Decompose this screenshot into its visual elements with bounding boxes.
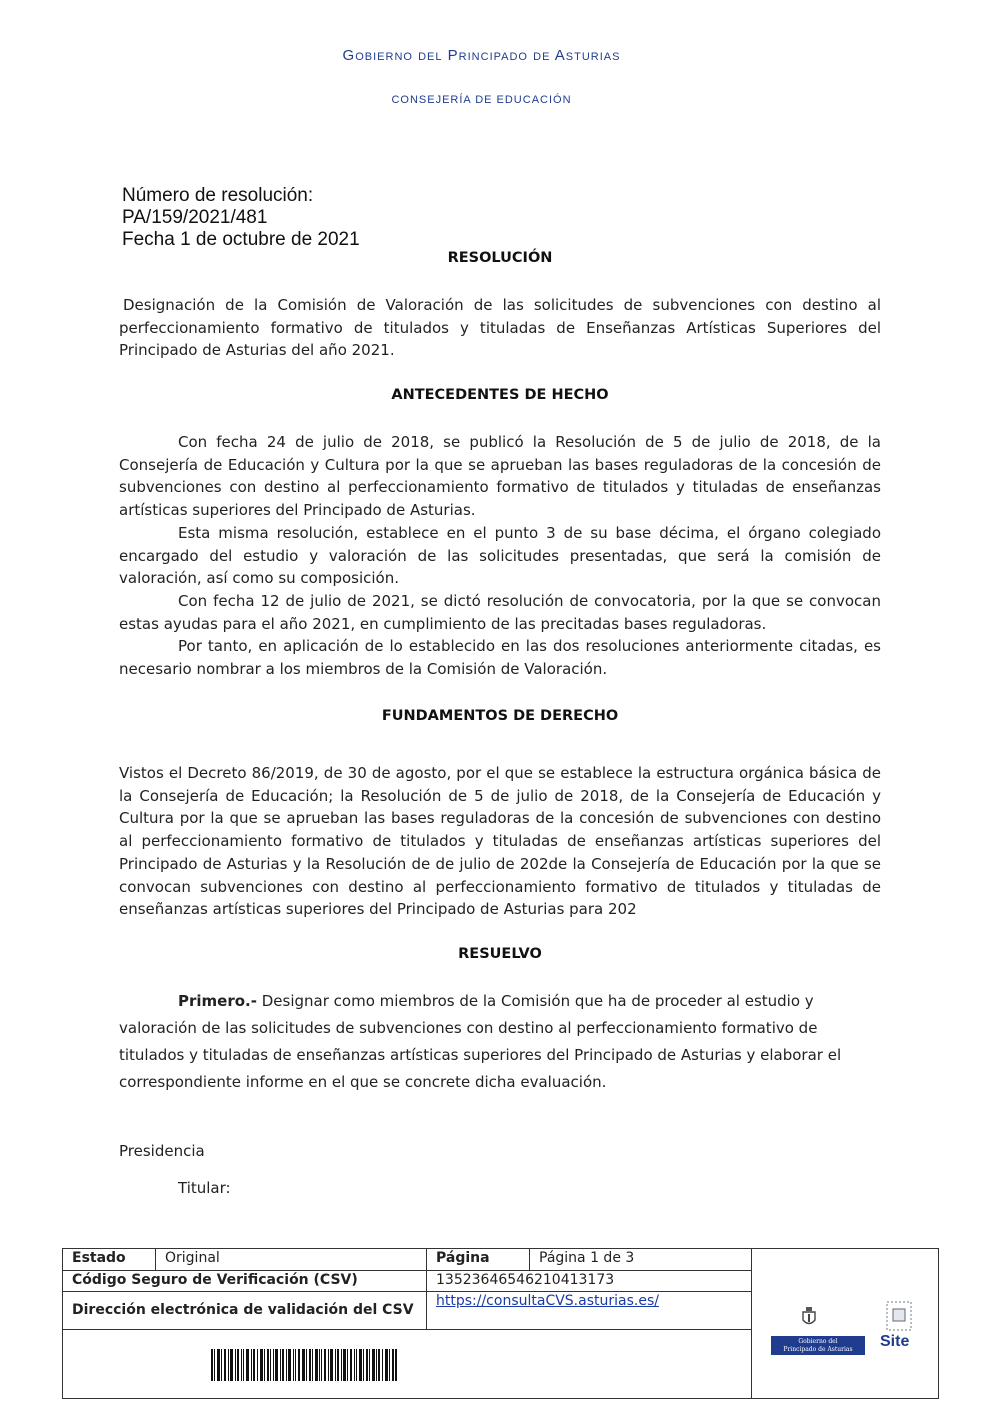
presidencia-label: Presidencia	[119, 1142, 205, 1160]
titular-label: Titular:	[178, 1179, 231, 1197]
primero-paragraph	[119, 988, 881, 1096]
gov-logo	[771, 1336, 865, 1355]
title-antecedentes: ANTECEDENTES DE HECHO	[391, 387, 609, 403]
logos-cell	[752, 1249, 938, 1398]
csv-value: 13523646546210413173	[427, 1271, 752, 1292]
antecedente-paragraph: Con fecha 24 de julio de 2018, se publicó la Resolución de 5 de julio de 2018, de la Consejería de Educación y Cultura por la que se aprueban las bases reguladoras de la concesión de subvenciones con destino al perfeccionamiento formativo de titulados y tituladas de enseñanzas artísticas superiores del Principado de Asturias.	[119, 433, 881, 520]
primero-text: Designar como miembros de la Comisión que ha de proceder al estudio y valoración de las solicitudes de subvenciones con destino al perfeccionamiento formativo de titulados y tituladas de enseñanzas artísticas superiores del Principado de Asturias y elaborar el correspondiente informe en el que se concrete dicha evaluación.	[119, 992, 842, 1091]
antecedente-paragraph: Por tanto, en aplicación de lo establecido en las dos resoluciones anteriormente citadas, es necesario nombrar a los miembros de la Comisión de Valoración.	[119, 637, 881, 679]
resolution-date: Fecha 1 de octubre de 2021	[122, 229, 360, 250]
gov-logo-line2: Principado de Asturias	[783, 1346, 853, 1353]
government-header: Gobierno del Principado de Asturias	[342, 47, 621, 64]
department-header: CONSEJERÍA DE EDUCACIÓN	[391, 94, 572, 106]
antecedentes-section	[119, 431, 881, 681]
csv-footer-table	[62, 1248, 939, 1399]
barcode-icon	[211, 1349, 397, 1381]
url-cell	[427, 1292, 752, 1330]
validation-link[interactable]: https://consultaCVS.asturias.es/	[436, 1293, 659, 1309]
estado-value: Original	[156, 1249, 427, 1271]
url-label: Dirección electrónica de validación del CSV	[63, 1292, 427, 1330]
site-logo-text: Site	[880, 1333, 910, 1350]
resolution-number: PA/159/2021/481	[122, 207, 268, 228]
title-resolucion: RESOLUCIÓN	[447, 250, 553, 266]
title-fundamentos: FUNDAMENTOS DE DERECHO	[381, 708, 619, 724]
fundamentos-section	[119, 762, 881, 921]
resolution-number-label: Número de resolución:	[122, 185, 314, 206]
pagina-value: Página 1 de 3	[530, 1249, 752, 1271]
primero-label: Primero.-	[178, 992, 257, 1010]
csv-label: Código Seguro de Verificación (CSV)	[63, 1271, 427, 1292]
antecedente-paragraph: Esta misma resolución, establece en el punto 3 de su base décima, el órgano colegiado encargado del estudio y valoración de las solicitudes presentadas, que será la comisión de valoración, así como su composición.	[119, 523, 881, 588]
resuelvo-primero	[119, 988, 881, 1096]
pagina-label: Página	[427, 1249, 530, 1271]
fundamentos-text: Vistos el Decreto 86/2019, de 30 de agosto, por el que se establece la estructura orgánica básica de la Consejería de Educación; la Resolución de 5 de julio de 2018, de la Consejería de Educación y Cultura por la que se aprueban las bases reguladoras de la concesión de subvenciones con destino al perfeccionamiento formativo de titulados y tituladas de enseñanzas artísticas superiores del Principado de Asturias y la Resolución de de julio de 202de la Consejería de Educación por la que se convocan subvenciones con destino al perfeccionamiento formativo de titulados y tituladas de enseñanzas artísticas superiores del Principado de Asturias para 202	[119, 764, 881, 919]
gov-logo-line1: Gobierno del	[798, 1338, 838, 1345]
intro-paragraph	[119, 294, 881, 362]
barcode-cell	[63, 1330, 752, 1398]
intro-text: Designación de la Comisión de Valoración de las solicitudes de subvenciones con destino al perfeccionamiento formativo de titulados y tituladas de Enseñanzas Artísticas Superiores del Principado de Asturias del año 2021.	[119, 296, 881, 360]
title-resuelvo: RESUELVO	[458, 946, 542, 962]
coat-of-arms-icon	[802, 1307, 816, 1327]
estado-label: Estado	[63, 1249, 156, 1271]
antecedente-paragraph: Con fecha 12 de julio de 2021, se dictó resolución de convocatoria, por la que se convocan estas ayudas para el año 2021, en cumplimiento de las precitadas bases reguladoras.	[119, 591, 881, 633]
resolution-info	[122, 185, 360, 251]
site-seal-icon	[886, 1301, 912, 1331]
